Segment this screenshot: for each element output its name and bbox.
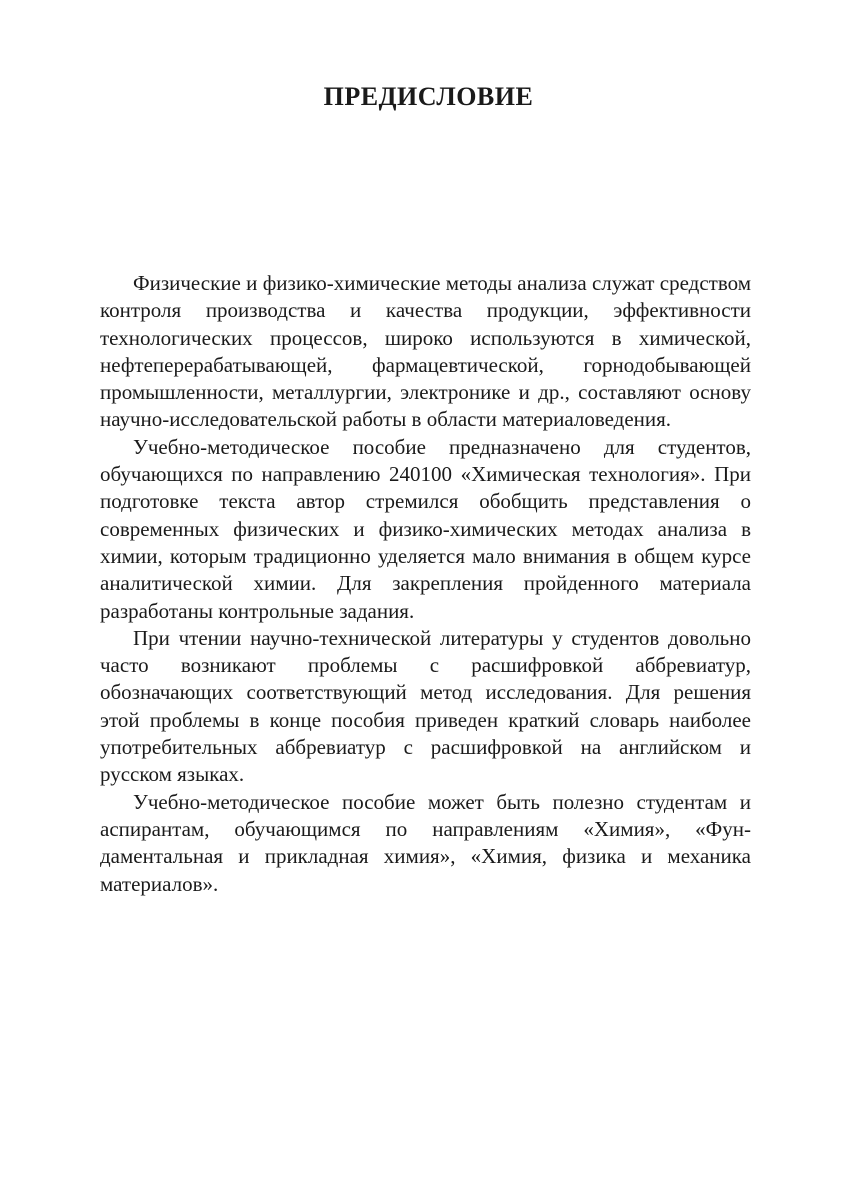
paragraph-1: Физические и физико-химические методы анализа служат средством контроля производства и качества продукции, эффективности технологических процессов, широко используются в химической, нефтеперерабатывающей, фармацевтической, горнодобывающей промышленности, металлургии, электронике и др., составляют основу научно-исследовательской работы в области материаловедения. [100,271,751,432]
paragraph-2: Учебно-методическое пособие предназначено для студентов, обучающихся по направлению 240100 «Химическая технология». При подготовке текста автор стремился обобщить представления о современных физических и физико-химических методах анализа в химии, которым традиционно уделяется мало внимания в общем курсе аналитической химии. Для закрепления пройденного материала разработаны контрольные задания. [100,434,751,623]
page-title: ПРЕДИСЛОВИЕ [323,82,534,111]
preface-body [100,270,751,898]
paragraph-3: При чтении научно-технической литературы у студентов довольно часто возникают проблемы с расшифровкой аббревиатур, обозначающих соответствующий метод исследования. Для решения этой проблемы в конце пособия приведен краткий словарь наиболее употребительных аббревиатур с расшифровкой на английском и русском языках. [100,625,751,787]
paragraph-4: Учебно-методическое пособие может быть полезно студентам и аспирантам, обучающимся по направлениям «Химия», «Фундаментальная и прикладная химия», «Химия, физика и механика материалов». [100,789,751,896]
